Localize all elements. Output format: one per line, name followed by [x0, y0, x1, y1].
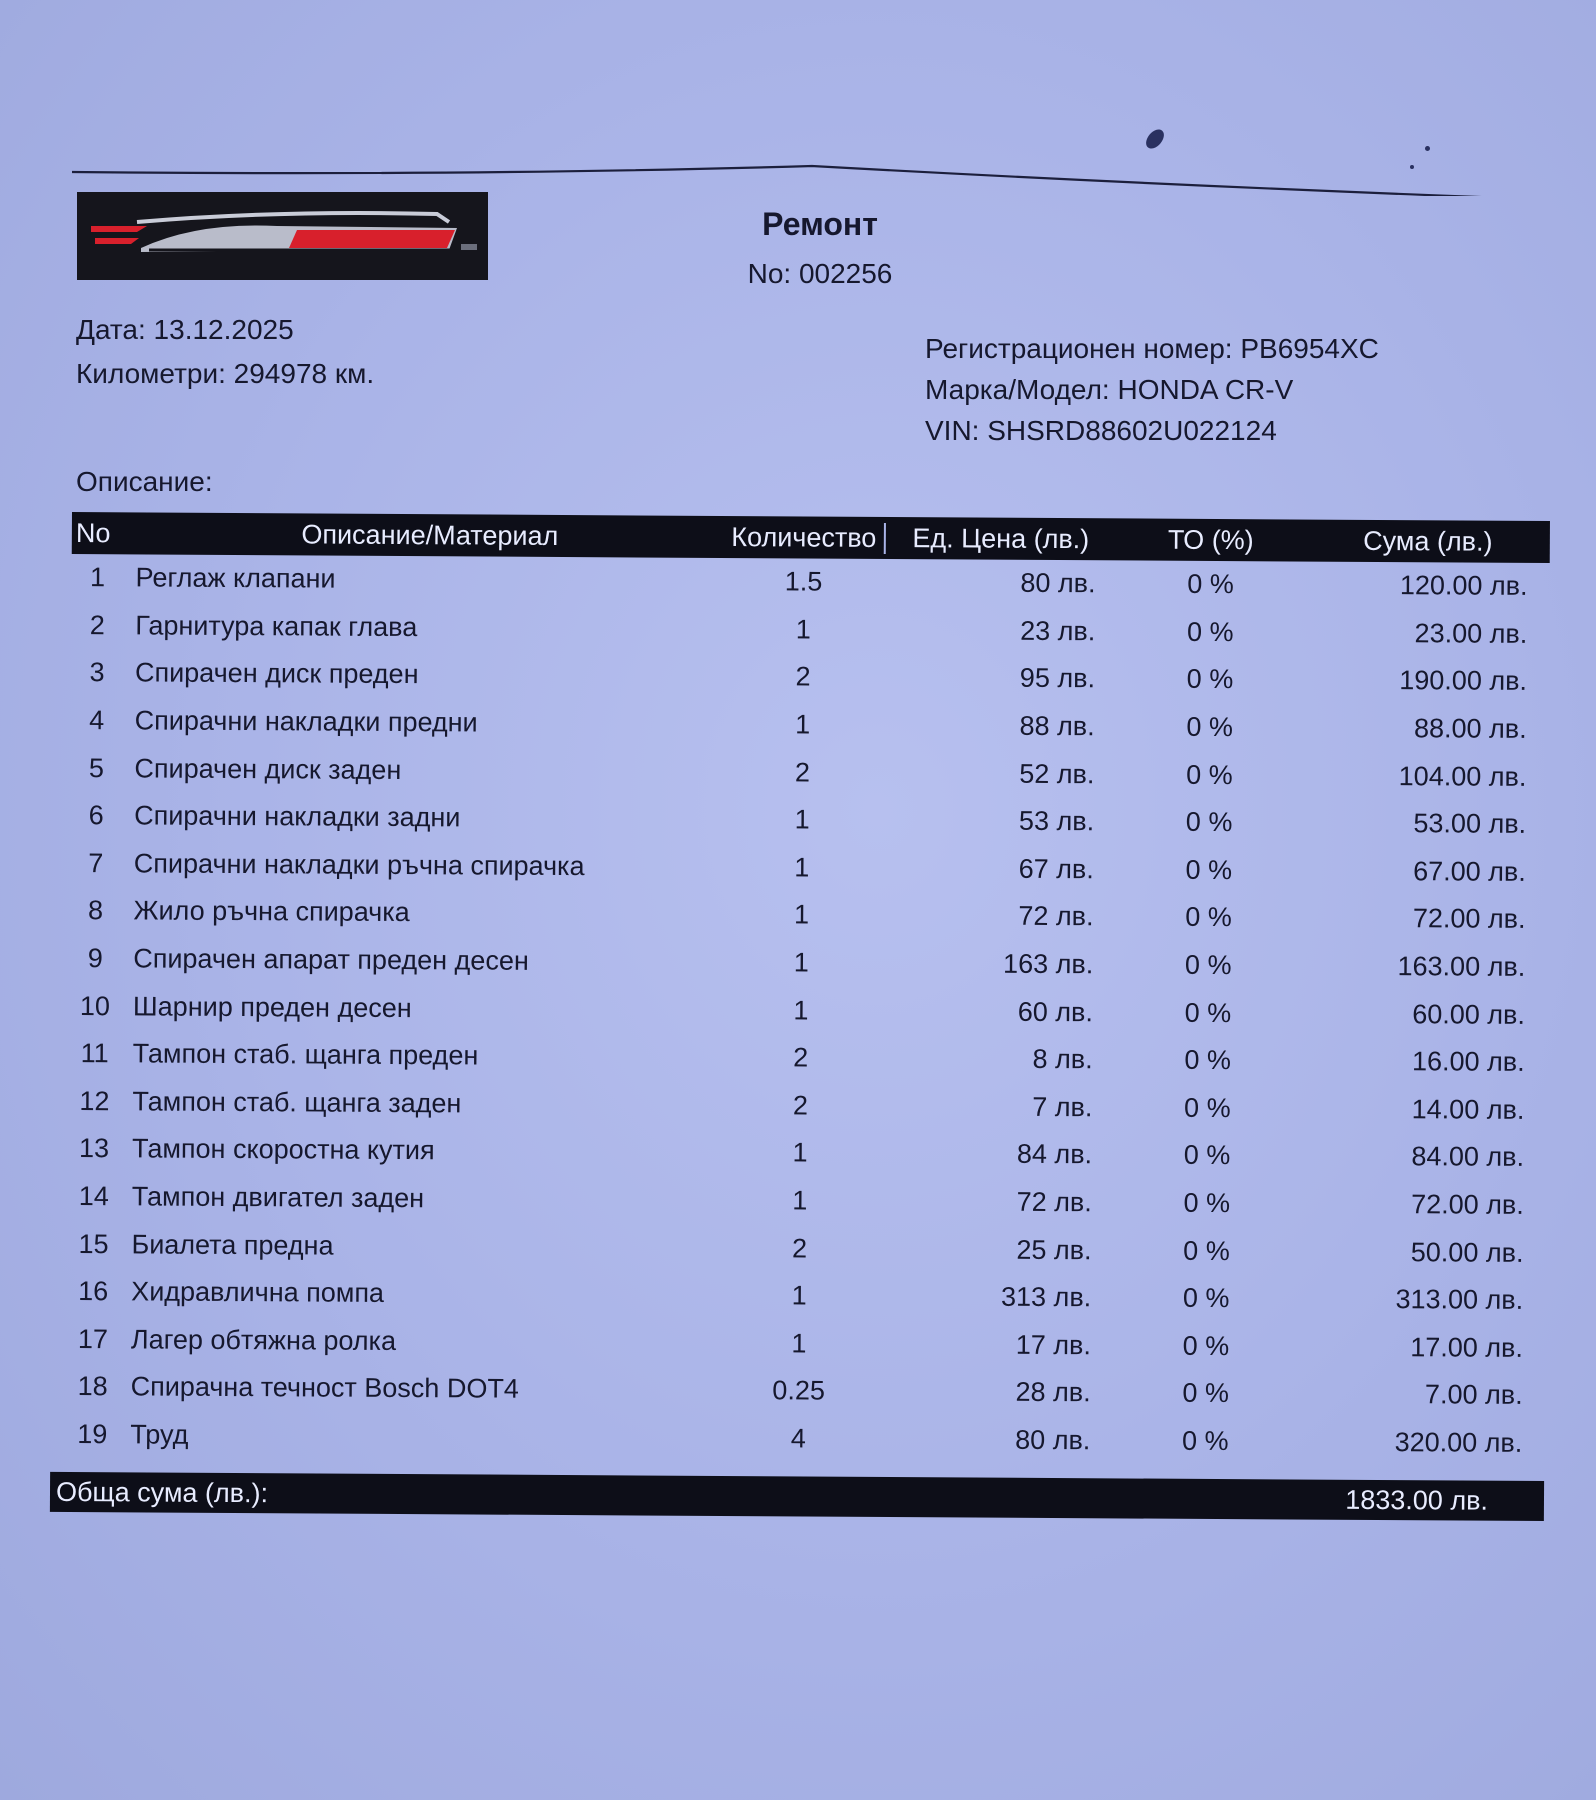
- cell-qty: 1: [793, 947, 809, 978]
- cell-no: 14: [78, 1181, 109, 1212]
- cell-to: 0 %: [1182, 1378, 1229, 1409]
- cell-desc: Тампон двигател заден: [131, 1181, 425, 1214]
- cell-price: 67 лв.: [1018, 853, 1094, 885]
- cell-sum: 88.00 лв.: [1413, 713, 1527, 744]
- cell-sum: 320.00 лв.: [1394, 1427, 1523, 1458]
- cell-to: 0 %: [1185, 807, 1233, 838]
- cell-to: 0 %: [1185, 902, 1232, 933]
- top-divider-line: [72, 160, 1560, 196]
- document-title: Ремонт: [762, 206, 878, 242]
- cell-sum: 50.00 лв.: [1410, 1236, 1524, 1268]
- cell-no: 13: [78, 1133, 110, 1164]
- cell-desc: Жило ръчна спирачка: [133, 895, 410, 928]
- cell-qty: 1: [795, 709, 811, 740]
- cell-desc: Тампон стаб. щанга заден: [132, 1086, 462, 1119]
- cell-price: 313 лв.: [1000, 1281, 1092, 1313]
- cell-qty: 0.25: [772, 1375, 826, 1407]
- cell-sum: 72.00 лв.: [1412, 903, 1526, 935]
- cell-price: 72 лв.: [1016, 1186, 1092, 1218]
- vehicle-info: [925, 328, 1379, 451]
- cell-no: 3: [89, 657, 105, 688]
- cell-qty: 1: [791, 1280, 807, 1311]
- cell-to: 0 %: [1184, 1045, 1232, 1076]
- total-bar: [50, 1472, 1544, 1521]
- cell-sum: 53.00 лв.: [1413, 808, 1527, 840]
- cell-no: 4: [89, 705, 105, 736]
- cell-price: 53 лв.: [1018, 806, 1095, 837]
- cell-sum: 14.00 лв.: [1411, 1094, 1525, 1125]
- cell-sum: 60.00 лв.: [1412, 998, 1526, 1030]
- cell-price: 23 лв.: [1020, 615, 1096, 647]
- cell-qty: 1: [793, 995, 809, 1026]
- cell-to: 0 %: [1183, 1235, 1230, 1266]
- cell-to: 0 %: [1183, 1140, 1231, 1171]
- cell-desc: Спирачен диск заден: [134, 753, 402, 785]
- header-qty: Количество: [731, 521, 877, 553]
- cell-no: 7: [88, 847, 104, 879]
- cell-sum: 72.00 лв.: [1411, 1189, 1524, 1220]
- cell-desc: Спирачни накладки предни: [134, 705, 478, 738]
- date-field: Дата: 13.12.2025: [76, 314, 294, 345]
- cell-to: 0 %: [1186, 664, 1234, 695]
- header-desc: Описание/Материал: [301, 518, 559, 551]
- cell-sum: 190.00 лв.: [1399, 665, 1528, 697]
- cell-desc: Хидравлична помпа: [131, 1276, 385, 1309]
- cell-sum: 163.00 лв.: [1397, 951, 1526, 982]
- cell-no: 15: [78, 1228, 109, 1259]
- cell-no: 16: [78, 1276, 109, 1307]
- cell-qty: 1: [795, 614, 811, 645]
- cell-desc: Спирачен апарат преден десен: [133, 943, 529, 976]
- cell-no: 12: [79, 1085, 110, 1117]
- cell-no: 5: [88, 752, 105, 783]
- cell-sum: 104.00 лв.: [1398, 760, 1527, 792]
- cell-desc: Спирачна течност Bosch DOT4: [130, 1371, 519, 1405]
- cell-price: 163 лв.: [1003, 948, 1094, 980]
- cell-price: 95 лв.: [1019, 663, 1096, 694]
- cell-to: 0 %: [1186, 711, 1234, 743]
- cell-desc: Тампон стаб. щанга преден: [132, 1038, 479, 1071]
- cell-desc: Спирачен диск преден: [134, 657, 419, 690]
- cell-qty: 1: [792, 1137, 808, 1168]
- cell-desc: Тампон скоростна кутия: [132, 1133, 435, 1166]
- cell-no: 8: [87, 895, 104, 926]
- cell-sum: 313.00 лв.: [1395, 1284, 1524, 1316]
- cell-sum: 84.00 лв.: [1411, 1141, 1525, 1173]
- cell-sum: 16.00 лв.: [1411, 1046, 1525, 1078]
- cell-qty: 1: [794, 804, 810, 835]
- cell-price: 88 лв.: [1019, 710, 1095, 742]
- cell-desc: Биалета предна: [131, 1228, 334, 1261]
- total-value: 1833.00 лв.: [1345, 1484, 1489, 1516]
- cell-sum: 67.00 лв.: [1413, 856, 1526, 887]
- mileage-field: Километри: 294978 км.: [76, 358, 375, 389]
- cell-price: 60 лв.: [1017, 996, 1094, 1027]
- repair-items-table: [55, 512, 1550, 1521]
- cell-to: 0 %: [1184, 997, 1232, 1028]
- cell-to: 0 %: [1184, 1092, 1231, 1123]
- cell-price: 72 лв.: [1018, 901, 1094, 932]
- cell-qty: 2: [793, 1042, 809, 1073]
- garage-logo: [77, 192, 488, 280]
- cell-desc: Спирачни накладки ръчна спирачка: [133, 848, 585, 881]
- cell-qty: 2: [795, 661, 811, 692]
- cell-desc: Лагер обтяжна ролка: [130, 1324, 397, 1356]
- cell-to: 0 %: [1184, 949, 1232, 981]
- header-to: ТО (%): [1167, 524, 1254, 555]
- ink-speck: [1143, 126, 1168, 152]
- cell-qty: 1: [794, 852, 810, 883]
- cell-desc: Шарнир преден десен: [132, 991, 412, 1023]
- header-no: No: [75, 517, 111, 548]
- cell-no: 2: [89, 610, 105, 641]
- cell-price: 7 лв.: [1032, 1091, 1093, 1123]
- cell-to: 0 %: [1183, 1187, 1231, 1219]
- table-row: [66, 1411, 1544, 1468]
- cell-price: 25 лв.: [1016, 1234, 1092, 1265]
- total-label: Обща сума (лв.):: [55, 1476, 269, 1508]
- ink-speck: [1425, 146, 1430, 151]
- cell-price: 8 лв.: [1032, 1044, 1093, 1075]
- cell-sum: 7.00 лв.: [1424, 1379, 1523, 1411]
- cell-qty: 1.5: [784, 566, 823, 597]
- cell-qty: 4: [790, 1423, 806, 1454]
- cell-price: 80 лв.: [1015, 1424, 1091, 1456]
- cell-qty: 1: [791, 1328, 807, 1359]
- cell-to: 0 %: [1186, 759, 1233, 790]
- cell-desc: Труд: [130, 1419, 189, 1450]
- cell-no: 17: [77, 1323, 109, 1355]
- cell-sum: 23.00 лв.: [1414, 618, 1528, 649]
- cell-no: 18: [77, 1371, 108, 1402]
- cell-price: 84 лв.: [1016, 1139, 1093, 1170]
- cell-price: 52 лв.: [1019, 758, 1095, 789]
- table-body: [66, 554, 1549, 1467]
- cell-desc: Реглаж клапани: [135, 562, 336, 594]
- cell-desc: Спирачни накладки задни: [134, 800, 461, 833]
- cell-no: 6: [88, 800, 104, 831]
- ink-speck: [1410, 165, 1414, 169]
- cell-no: 19: [77, 1419, 108, 1450]
- cell-qty: 2: [792, 1090, 808, 1121]
- cell-price: 17 лв.: [1015, 1329, 1092, 1361]
- cell-qty: 2: [794, 757, 811, 788]
- cell-no: 11: [80, 1038, 109, 1069]
- meta-left: [76, 308, 374, 396]
- description-label: Описание:: [76, 466, 213, 497]
- cell-to: 0 %: [1186, 616, 1234, 647]
- vin-field: VIN: SHSRD88602U022124: [925, 415, 1277, 446]
- cell-qty: 2: [791, 1233, 808, 1264]
- header-sum: Сума (лв.): [1363, 525, 1493, 557]
- cell-no: 1: [89, 562, 106, 593]
- cell-no: 10: [79, 990, 111, 1021]
- cell-sum: 120.00 лв.: [1399, 570, 1528, 602]
- cell-no: 9: [87, 943, 103, 974]
- make-model-field: Марка/Модел: HONDA CR-V: [925, 374, 1294, 405]
- cell-sum: 17.00 лв.: [1410, 1331, 1524, 1363]
- cell-to: 0 %: [1182, 1330, 1230, 1361]
- registration-field: Регистрационен номер: PB6954XC: [925, 333, 1379, 364]
- cell-to: 0 %: [1182, 1283, 1230, 1314]
- cell-qty: 1: [792, 1185, 808, 1216]
- header-price: Ед. Цена (лв.): [884, 522, 1116, 554]
- document-number: No: 002256: [747, 258, 893, 289]
- cell-price: 80 лв.: [1020, 568, 1096, 599]
- cell-qty: 1: [793, 899, 810, 930]
- cell-to: 0 %: [1187, 569, 1234, 600]
- cell-desc: Гарнитура капак глава: [135, 610, 418, 643]
- cell-to: 0 %: [1181, 1425, 1229, 1457]
- cell-price: 28 лв.: [1015, 1377, 1091, 1408]
- cell-to: 0 %: [1185, 854, 1233, 885]
